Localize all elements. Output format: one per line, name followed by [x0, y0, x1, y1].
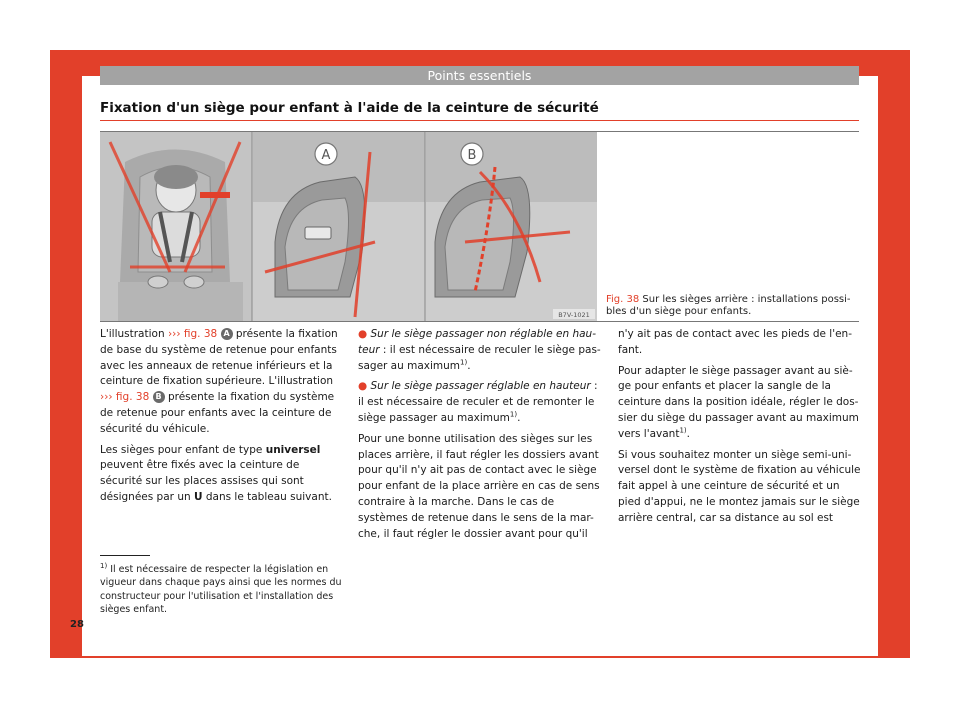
emphasis: U: [193, 490, 203, 503]
text: : il est nécessaire de reculer le siège pas-sager au maximum: [358, 343, 601, 372]
chapter-header: Points essentiels: [100, 66, 859, 85]
figure-caption-text: Sur les sièges arrière : installations possi-bles d'un siège pour enfants.: [606, 294, 851, 317]
text: L'illustration: [100, 328, 165, 340]
text: peuvent être fixés avec la ceinture de sécurité sur les places assises qui sont désignées par un: [100, 459, 304, 503]
bullet-icon: ●: [358, 380, 368, 393]
footnote-ref: 1): [460, 358, 468, 367]
text: dans le tableau suivant.: [205, 490, 332, 503]
paragraph: Pour adapter le siège passager avant au siè-ge pour enfants et placer la sangle de la ceinture dans la position idéale, régler le dos-sier du siège du passager avant au maximum vers l'avant$^{1)}$.: [618, 364, 859, 440]
footnote-ref: 1): [509, 410, 518, 419]
column-3: [618, 327, 861, 532]
text: Sur le siège passager réglable en hauteur: [370, 380, 591, 393]
text: : il est nécessaire de reculer et de remonter le siège passager au maximum: [358, 380, 598, 424]
footnote-ref: 1): [679, 426, 687, 435]
bullet-item: ● Sur le siège passager non réglable en hau-teur : il est nécessaire de reculer le siège pas-sager au maximum$^{1)}$.: [358, 328, 601, 372]
text: Pour adapter le siège passager avant au siè-ge pour enfants et placer la sangle de la ceinture dans la position idéale, régler le dos-sier du siège du passager avant au maximum vers l'avant: [618, 364, 859, 440]
page-number: 28: [70, 619, 84, 630]
section-title: Fixation d'un siège pour enfant à l'aide de la ceinture de sécurité: [100, 100, 599, 116]
bullet-item: ● Sur le siège passager réglable en hauteur : il est nécessaire de reculer et de remonter le siège passager au maximum$^{1)}$.: [358, 380, 598, 424]
paragraph: n'y ait pas de contact avec les pieds de l'en-fant.: [618, 328, 852, 356]
figure-number: Fig. 38: [606, 294, 640, 305]
figure-link[interactable]: ››› fig. 38: [167, 328, 218, 340]
label-circle-a: A: [221, 328, 233, 340]
emphasis: universel: [265, 443, 321, 456]
figure-caption: [606, 294, 858, 318]
bullet-icon: ●: [358, 328, 368, 340]
column-2: [358, 327, 601, 547]
footnote-rule: [100, 555, 150, 556]
text: présente la fixation du système de retenue pour enfants avec la ceinture de sécurité du véhicule.: [100, 391, 335, 435]
figure-bottom-rule: [100, 321, 859, 322]
paragraph: Pour une bonne utilisation des sièges sur les places arrière, il faut régler les dossiers avant pour qu'il n'y ait pas de contact avec le siège pour enfant de la place arrière en cas de sens contraire à la marche. Dans le cas de systèmes de retenue dans le sens de la mar-che, il faut régler le dossier avant pour qu'il: [358, 432, 600, 540]
text: Les sièges pour enfant de type: [100, 443, 263, 456]
title-underline: [100, 120, 859, 121]
text: Sur le siège passager non réglable en hau-teur: [358, 328, 596, 356]
figure-code: B7V-1021: [558, 311, 590, 319]
text: présente la fixation de base du système de retenue pour enfants avec les anneaux de retenue inférieurs et la ceinture de fixation supérieure. L'illustration: [100, 328, 338, 388]
column-1: [100, 327, 343, 511]
paragraph: [100, 327, 343, 438]
figure-link[interactable]: ››› fig. 38: [100, 391, 150, 404]
footnote: [100, 563, 345, 616]
figure-label-b: B: [467, 148, 477, 163]
figure-label-a: A: [321, 148, 331, 163]
footnote-mark: 1): [100, 561, 108, 570]
label-circle-b: B: [153, 391, 165, 403]
paragraph: Si vous souhaitez monter un siège semi-uni-versel dont le système de fixation au véhicule fait appel à une ceinture de sécurité et un pied d'appui, ne le montez jamais sur le siège arrière central, car sa distance au sol est: [618, 448, 861, 524]
paragraph: [100, 443, 343, 506]
footnote-text: Il est nécessaire de respecter la législation en vigueur dans chaque pays ainsi que les normes du constructeur pour l'utilisation et l'installation des sièges enfant.: [100, 564, 342, 615]
figure-illustration: [100, 132, 597, 321]
